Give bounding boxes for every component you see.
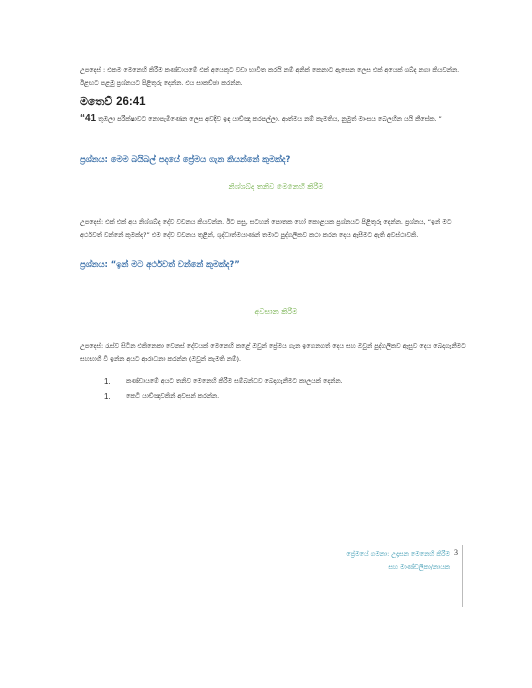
intro-paragraph: උපදෙස් : එකම මෙනෙහි කිරීම කණ්ඩායමේ එක් අයෙකුට වඩා භාවිත කරයි නම් අනික් කෙනාට ඇසෙන ලෙස එක් අයෙක් ශබ්ද නගා කියවන්න. ඊළඟට පළමු ප්‍රශ්නයට පිළිතුරු දෙන්න. එය සාකච්ඡා කරන්න.	[80, 66, 460, 87]
page-number: 3	[454, 548, 458, 557]
footer-divider	[462, 545, 463, 607]
list-item-text: කෙටි යාච්ඤාවකින් අවසන් කරන්න.	[126, 392, 220, 400]
list-item-marker: 1.	[104, 377, 111, 386]
heading-closing: අවසාන කිරීම	[254, 307, 298, 316]
verse-book: මතෙව්	[80, 95, 117, 108]
silent-paragraph: උපදෙස්: එක් එක් අය නිශ්ශබ්ද දේව වචනය කියවන්න. ඊට පසු, සටහන් පොතක හෝ කොළයක ප්‍රශ්නයට පිළිතුරු දෙන්න. ප්‍රශ්නය, “ඉන් මට අර්ථවත් වන්නේ කුමක්ද?” එම දේව වචනය තුළින්, ශුද්ධාත්මයාණන් තමාට පුද්ගලිකව කථා කරන දෙය ඇසීමට ඇති අවස්ථාවකි.	[80, 218, 452, 239]
question-two: ප්‍රශ්නය: “ඉන් මට අර්ථවත් වන්නේ කුමක්ද?”	[80, 259, 240, 269]
verse-open-quote: “	[80, 113, 85, 124]
list-item-marker: 1.	[104, 392, 111, 401]
verse-body: තුඹලා පරීක්ෂාවට නොපැමිණෙන ලෙස අවදිව ඉඳ යාච්ඤා කරපල්ලා. ආත්මය නම් කැමතිය, නුමුත් මාංසය බෙලහීන යයි කීසේක. ”	[96, 115, 442, 123]
verse-text	[80, 112, 472, 126]
footer-line-2: සහ මාණ්ඩලිකා/නායක	[388, 563, 450, 571]
verse-reference	[80, 95, 146, 109]
verse-number: 41	[85, 113, 97, 124]
verse-chapter-verse: 26:41	[116, 96, 146, 108]
footer-line-1: ප්‍රේමයේ ගමනා: උදෑසන මෙනෙහි කිරීම	[346, 550, 450, 558]
question-one: ප්‍රශ්නය: මෙම බයිබල් පදයේ ප්‍රේමය ගැන කියන්නේ කුමක්ද?	[80, 154, 291, 164]
closing-paragraph: උපදෙස්: රැස්ව සිටින එකිනෙකා වෙනස් දේවයක් මෙනෙහි කළේ ඔවුන් ප්‍රේමය ගැන ඉගෙනගත් දෙය සහ ඔවුන් පුද්ගලිකව ඇසුව දෙය බෙදාගැනීමට සහභාගී වී ඉන්න අයට ආරාධනා කරන්න (ඔවුන් කැමති නම්).	[80, 342, 466, 363]
list-item-text: කණ්ඩායමේ අයට තනිව මෙනෙහි කිරීම සම්බන්ධව බෙදාගැනීමට කාලයක් දෙන්න.	[126, 377, 343, 385]
heading-silent-meditation: නිශ්ශබ්ද තනිව මෙනෙහි කිරීම	[228, 182, 324, 191]
footer-title	[346, 548, 450, 574]
